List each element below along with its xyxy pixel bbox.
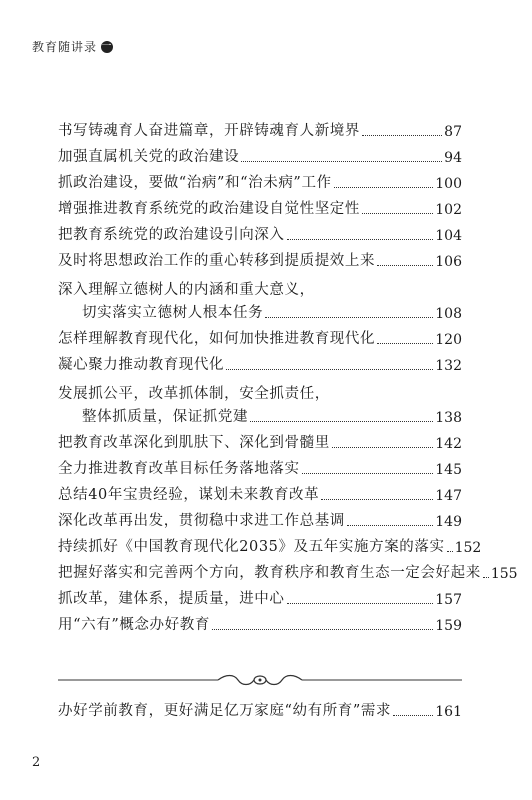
toc-entry-page: 87 bbox=[444, 124, 462, 140]
toc-entry-title: 抓政治建设，要做“治病”和“治未病”工作 bbox=[58, 175, 332, 191]
toc-entry bbox=[58, 510, 462, 530]
dot-leader bbox=[377, 343, 433, 344]
toc-entry bbox=[58, 432, 462, 452]
toc-entry-title: 深化改革再出发，贯彻稳中求进工作总基调 bbox=[58, 513, 345, 529]
dot-leader bbox=[334, 187, 434, 188]
dot-leader bbox=[212, 629, 433, 630]
toc-entry-title: 及时将思想政治工作的重心转移到提质提效上来 bbox=[58, 253, 376, 269]
toc-entry-title: 增强推进教育系统党的政治建设自觉性坚定性 bbox=[58, 201, 360, 217]
toc-entry bbox=[58, 614, 462, 634]
dot-leader bbox=[362, 213, 433, 214]
dot-leader bbox=[377, 265, 433, 266]
dot-leader bbox=[302, 473, 434, 474]
toc-entry-page: 132 bbox=[435, 358, 462, 374]
toc-entry bbox=[58, 562, 518, 582]
toc-entry-title: 把握好落实和完善两个方向，教育秩序和教育生态一定会好起来 bbox=[58, 565, 481, 581]
toc-entry-title: 整体抓质量，保证抓党建 bbox=[82, 409, 249, 425]
toc-entry-title: 怎样理解教育现代化，如何加快推进教育现代化 bbox=[58, 331, 376, 347]
toc-entry-title: 持续抓好《中国教育现代化2035》及五年实施方案的落实 bbox=[58, 539, 445, 555]
toc-entry-title: 把教育改革深化到肌肤下、深化到骨髓里 bbox=[58, 435, 330, 451]
toc-entry-title: 总结40年宝贵经验，谋划未来教育改革 bbox=[58, 487, 320, 503]
book-title: 教育随讲录 bbox=[32, 40, 98, 54]
volume-badge: 一 bbox=[101, 40, 113, 52]
dot-leader bbox=[362, 135, 442, 136]
toc-entry-page: 157 bbox=[435, 592, 462, 608]
toc-entry-page: 102 bbox=[435, 202, 462, 218]
toc-entry-title: 全力推进教育改革目标任务落地落实 bbox=[58, 461, 300, 477]
toc-entry-title: 凝心聚力推动教育现代化 bbox=[58, 357, 225, 373]
toc-entry bbox=[58, 588, 462, 608]
toc-entry bbox=[58, 484, 462, 504]
next-section-entry bbox=[58, 700, 462, 720]
toc-entry-page: 145 bbox=[435, 462, 462, 478]
toc-entry-page: 120 bbox=[435, 332, 462, 348]
running-head bbox=[32, 38, 113, 55]
toc-entry-page: 94 bbox=[444, 150, 462, 166]
toc-entry-page: 100 bbox=[435, 176, 462, 192]
toc-entry-page: 147 bbox=[435, 488, 462, 504]
toc-entry bbox=[82, 302, 462, 322]
toc-entry-page: 106 bbox=[435, 254, 462, 270]
section-divider-ornament bbox=[58, 672, 462, 688]
toc-entry-page: 108 bbox=[435, 306, 462, 322]
toc-entry-page: 159 bbox=[435, 618, 462, 634]
toc-entry-first-line: 发展抓公平，改革抓体制，安全抓责任， bbox=[58, 386, 330, 402]
dot-leader bbox=[332, 447, 433, 448]
toc-entry bbox=[58, 146, 462, 166]
dot-leader bbox=[287, 603, 434, 604]
toc-entry bbox=[82, 406, 462, 426]
dot-leader bbox=[250, 421, 433, 422]
toc-entry bbox=[58, 172, 462, 192]
toc-entry-page: 152 bbox=[454, 540, 482, 556]
ornament-flourish-icon bbox=[58, 672, 462, 688]
dot-leader bbox=[347, 525, 433, 526]
toc-entry-page: 104 bbox=[435, 228, 462, 244]
dot-leader bbox=[265, 317, 433, 318]
toc-entry-title: 加强直属机关党的政治建设 bbox=[58, 149, 240, 165]
dot-leader bbox=[287, 239, 434, 240]
toc-entry-first-line: 深入理解立德树人的内涵和重大意义， bbox=[58, 282, 315, 298]
toc-entry bbox=[58, 328, 462, 348]
dot-leader bbox=[321, 499, 433, 500]
toc-entry-title: 抓改革，建体系，提质量，进中心 bbox=[58, 591, 285, 607]
toc-entry bbox=[58, 198, 462, 218]
dot-leader bbox=[241, 161, 442, 162]
dot-leader bbox=[393, 715, 433, 716]
toc-entry bbox=[58, 354, 462, 374]
dot-leader bbox=[226, 369, 433, 370]
dot-leader bbox=[447, 551, 453, 552]
toc-entry bbox=[58, 224, 462, 244]
toc-entry bbox=[58, 120, 462, 140]
toc-entry-page: 149 bbox=[435, 514, 462, 530]
toc-entry bbox=[58, 250, 462, 270]
toc-entry-title: 切实落实立德树人根本任务 bbox=[82, 305, 264, 321]
toc-entry bbox=[58, 536, 482, 556]
toc-entry-page: 142 bbox=[435, 436, 462, 452]
toc-entry-page: 161 bbox=[435, 704, 462, 720]
toc-entry bbox=[58, 458, 462, 478]
page-number: 2 bbox=[32, 755, 41, 770]
toc-entry-title: 用“六有”概念办好教育 bbox=[58, 617, 210, 633]
toc-entry-page: 138 bbox=[435, 410, 462, 426]
toc-entry-title: 把教育系统党的政治建设引向深入 bbox=[58, 227, 285, 243]
toc-entry-title: 办好学前教育，更好满足亿万家庭“幼有所育”需求 bbox=[58, 703, 392, 719]
dot-leader bbox=[483, 577, 489, 578]
toc-entry-title: 书写铸魂育人奋进篇章，开辟铸魂育人新境界 bbox=[58, 123, 360, 139]
toc-entry-page: 155 bbox=[490, 566, 518, 582]
